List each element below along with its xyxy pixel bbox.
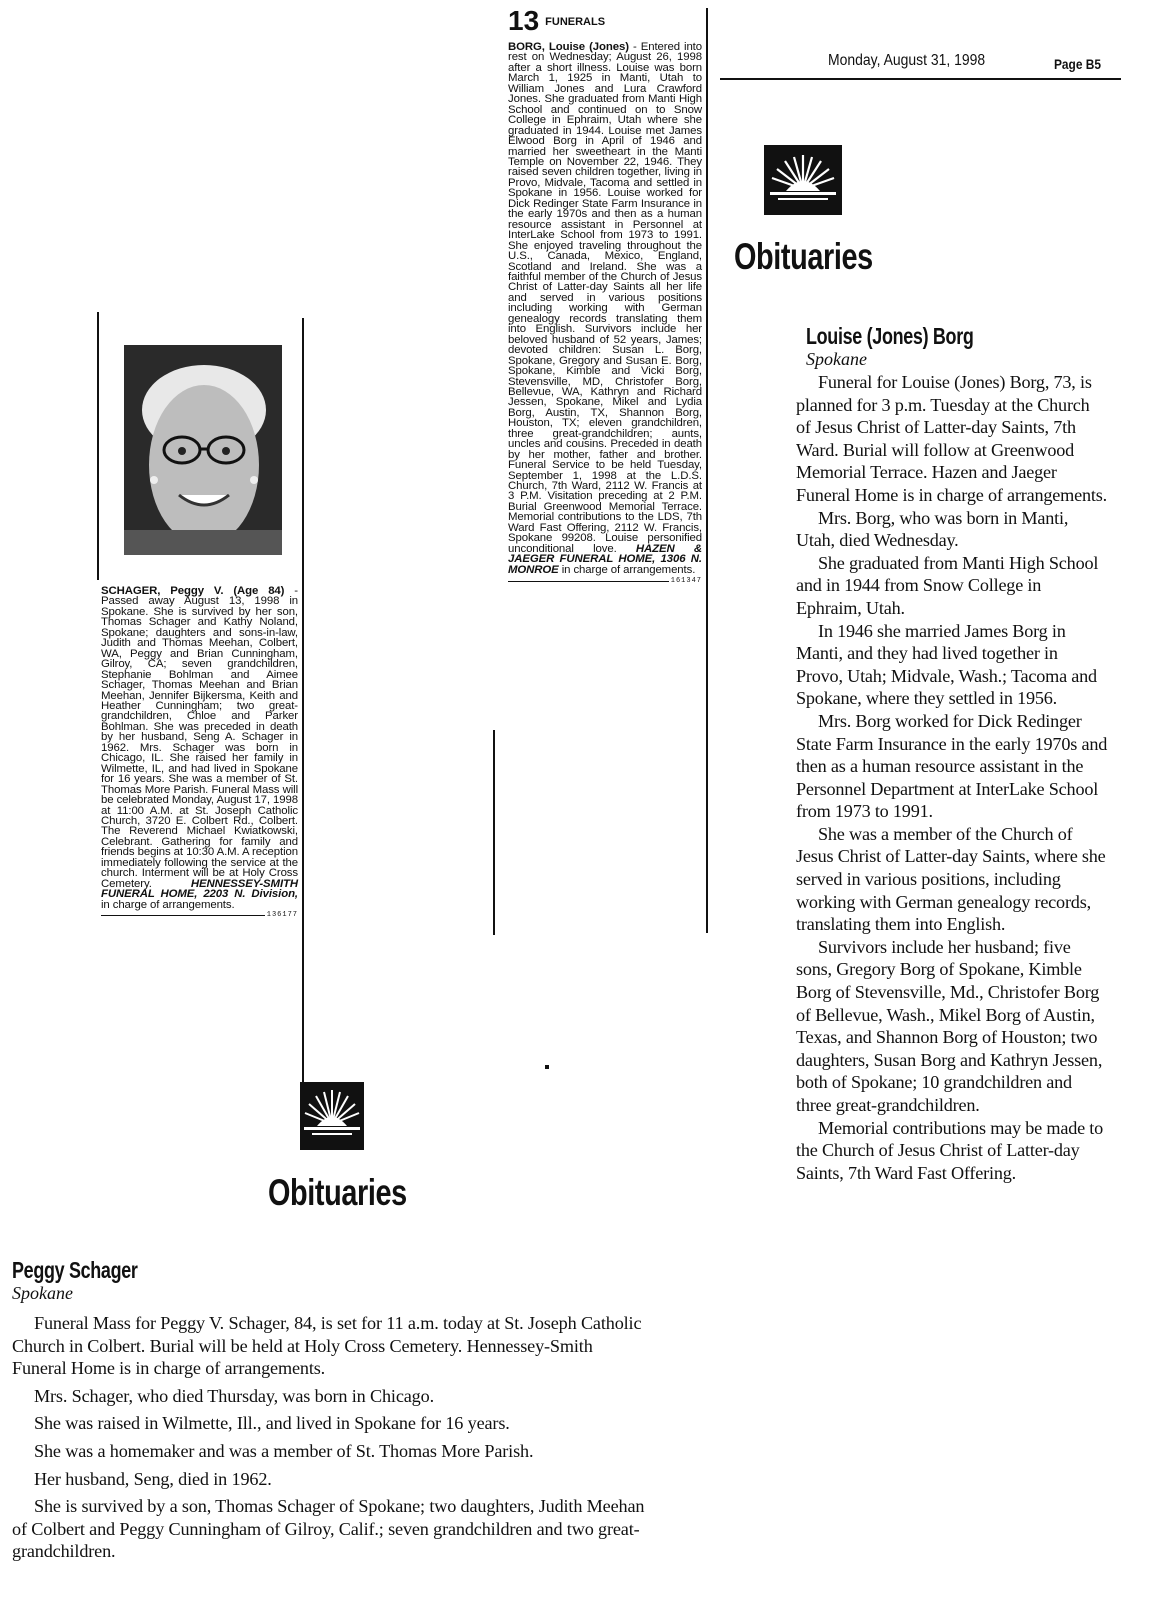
stray-dot (545, 1065, 549, 1069)
obit-paragraph: Mrs. Borg worked for Dick Redinger State Farm Insurance in the early 1970s and then as a human resource assistant in the Personnel Department at InterLake School from 1973 to 1991. (796, 710, 1108, 822)
obit-paragraph: Mrs. Schager, who died Thursday, was born in Chicago. (34, 1385, 434, 1406)
section-label: FUNERALS (545, 16, 606, 28)
notice-funeral-home: HAZEN & JAEGER FUNERAL HOME, 1306 N. MONROE (508, 542, 702, 576)
sunburst-icon (300, 1082, 364, 1150)
notice-tail: in charge of arrangements. (101, 898, 235, 911)
obit-paragraph: In 1946 she married James Borg in Manti, and they had lived together in Provo, Utah; Midvale, Wash.; Tacoma and Spokane, where they settled in 1956. (796, 620, 1097, 709)
portrait-photo (124, 345, 282, 555)
notice-tail: in charge of arrangements. (558, 563, 696, 576)
schager-obit-body (12, 1312, 650, 1568)
column-rule (706, 8, 708, 933)
obit-name: Louise (Jones) Borg (806, 323, 974, 349)
borg-paid-notice (508, 42, 702, 587)
notice-name: SCHAGER, Peggy V. (Age 84) (101, 585, 285, 597)
schager-paid-notice (101, 586, 298, 921)
notice-body: - Entered into rest on Wednesday; August 26, 1998 after a short illness. Louise was born March 1, 1925 in Manti, Utah to William Jones and Lura Crawford Jones. She graduated from Manti High School and continued on to Snow College in Ephraim, Utah where she graduated in 1944. Louise met James Elwood Borg in April of 1946 and married her sweetheart in the Manti Temple on November 22, 1946. They raised seven children together, living in Provo, Midvale, Tacoma and settled in Spokane in 1956. Louise worked for Dick Redinger State Farm Insurance in the early 1970s and then as a human resource assistant in Personnel at InterLake School from 1973 to 1991. She enjoyed traveling throughout the U.S., Canada, Mexico, England, Scotland and Ireland. She was a faithful member of the Church of Jesus Christ of Latter-day Saints all her life and served in various positions including working with German genealogy records translating them into English. Survivors include her beloved husband of 52 years, James; devoted children: Susan L. Borg, Spokane, Gregory and Susan E. Borg, Spokane, Kimble and Vicki Borg, Stevensville, MD, Christofer Borg, Bellevue, WA, Kathryn and Richard Jessen, Spokane, Mikel and Lydia Borg, Austin, TX, Shannon Borg, Houston, TX; eleven grandchildren, three great-grandchildren; aunts, uncles and cousins. Preceded in death by her mother, father and brother. Funeral Service to be held Tuesday, September 1, 1998 at the L.D.S. Church, 7th Ward, 2112 W. Francis at 3 P.M. Visitation preceding at 2 P.M. Burial Greenwood Memorial Terrace. Memorial contributions to the LDS, 7th Ward Fast Offering, 2112 W. Francis, Spokane 99208. Louise personified unconditional love. (508, 41, 702, 555)
page-number: 13 (508, 5, 540, 36)
obit-paragraph: She was a homemaker and was a member of St. Thomas More Parish. (34, 1440, 534, 1461)
page-ref: Page B5 (1054, 56, 1101, 72)
obit-paragraph: Funeral Mass for Peggy V. Schager, 84, is set for 11 a.m. today at St. Joseph Catholic Church in Colbert. Burial will be held at Holy Cross Cemetery. Hennessey-Smith Funeral Home is in charge of arrangements. (12, 1313, 642, 1379)
obit-paragraph: Funeral for Louise (Jones) Borg, 73, is planned for 3 p.m. Tuesday at the Church of Jesus Christ of Latter-day Saints, 7th Ward. Burial will follow at Greenwood Memorial Terrace. Hazen and Jaeger Funeral Home is in charge of arrangements. (796, 372, 1107, 505)
section-heading: Obituaries (734, 236, 873, 277)
borg-obit-body (796, 371, 1108, 1184)
column-rule (97, 312, 99, 580)
notice-body: - Passed away August 13, 1998 in Spokane. She is survived by her son, Thomas Schager and Kathy Noland, Spokane; daughters and sons-in-law, Judith and Thomas Meehan, Colbert, WA, Peggy and Brian Cunningham, Gilroy, CA; seven grandchildren, Stephanie Bohlman and Aimee Schager, Thomas Meehan and Brian Meehan, Jennifer Bijkersma, Keith and Heather Cunningham; two great-grandchildren, Chloe and Parker Bohlman. She was preceded in death by her husband, Seng A. Schager in 1962. Mrs. Schager was born in Chicago, IL. She raised her family in Wilmette, IL, and had lived in Spokane for 16 years. She was a member of St. Thomas More Parish. Funeral Mass will be celebrated Monday, August 17, 1998 at 11:00 A.M. at St. Joseph Catholic Church, 3720 E. Colbert Rd., Colbert. The Reverend Michael Kwiatkowski, Celebrant. Gathering for family and friends begins at 10:30 A.M. A reception immediately following the service at the church. Interment will be at Holy Cross Cemetery. (101, 585, 298, 890)
date-line: Monday, August 31, 1998 (828, 52, 986, 69)
header-rule (720, 78, 1121, 80)
notice-funeral-home: HENNESSEY-SMITH FUNERAL HOME, 2203 N. Division, (101, 877, 298, 901)
ad-number: 161347 (670, 577, 702, 586)
ad-number: 136177 (266, 911, 298, 920)
obit-city: Spokane (806, 349, 867, 369)
obit-paragraph: She graduated from Manti High School and in 1944 from Snow College in Ephraim, Utah. (796, 552, 1099, 618)
obit-paragraph: She was a member of the Church of Jesus Christ of Latter-day Saints, where she served in various positions, including working with German genealogy records, translating them into English. (796, 823, 1106, 935)
section-heading: Obituaries (268, 1172, 407, 1213)
obit-paragraph: Memorial contributions may be made to the Church of Jesus Christ of Latter-day Saints, 7th Ward Fast Offering. (796, 1117, 1104, 1183)
obit-paragraph: She was raised in Wilmette, Ill., and lived in Spokane for 16 years. (34, 1413, 510, 1434)
notice-name: BORG, Louise (Jones) (508, 41, 629, 53)
obit-name: Peggy Schager (12, 1257, 138, 1283)
obit-paragraph: Mrs. Borg, who was born in Manti, Utah, died Wednesday. (796, 507, 1069, 551)
funerals-header (508, 6, 708, 36)
obit-paragraph: Her husband, Seng, died in 1962. (34, 1468, 272, 1489)
sunburst-icon (764, 145, 842, 215)
obit-paragraph: Survivors include her husband; five sons, Gregory Borg of Spokane, Kimble Borg of Stevensville, Md., Christofer Borg of Bellevue, Wash., Mikel Borg of Austin, Texas, and Shannon Borg of Houston; two daughters, Susan Borg and Kathryn Jessen, both of Spokane; 10 grandchildren and three great-grandchildren. (796, 936, 1103, 1115)
column-rule (302, 318, 304, 1130)
column-rule (493, 730, 495, 935)
obit-paragraph: She is survived by a son, Thomas Schager of Spokane; two daughters, Judith Meehan of Colbert and Peggy Cunningham of Gilroy, Calif.; seven grandchildren and two great-grandchildren. (12, 1496, 645, 1562)
obit-city: Spokane (12, 1283, 73, 1303)
